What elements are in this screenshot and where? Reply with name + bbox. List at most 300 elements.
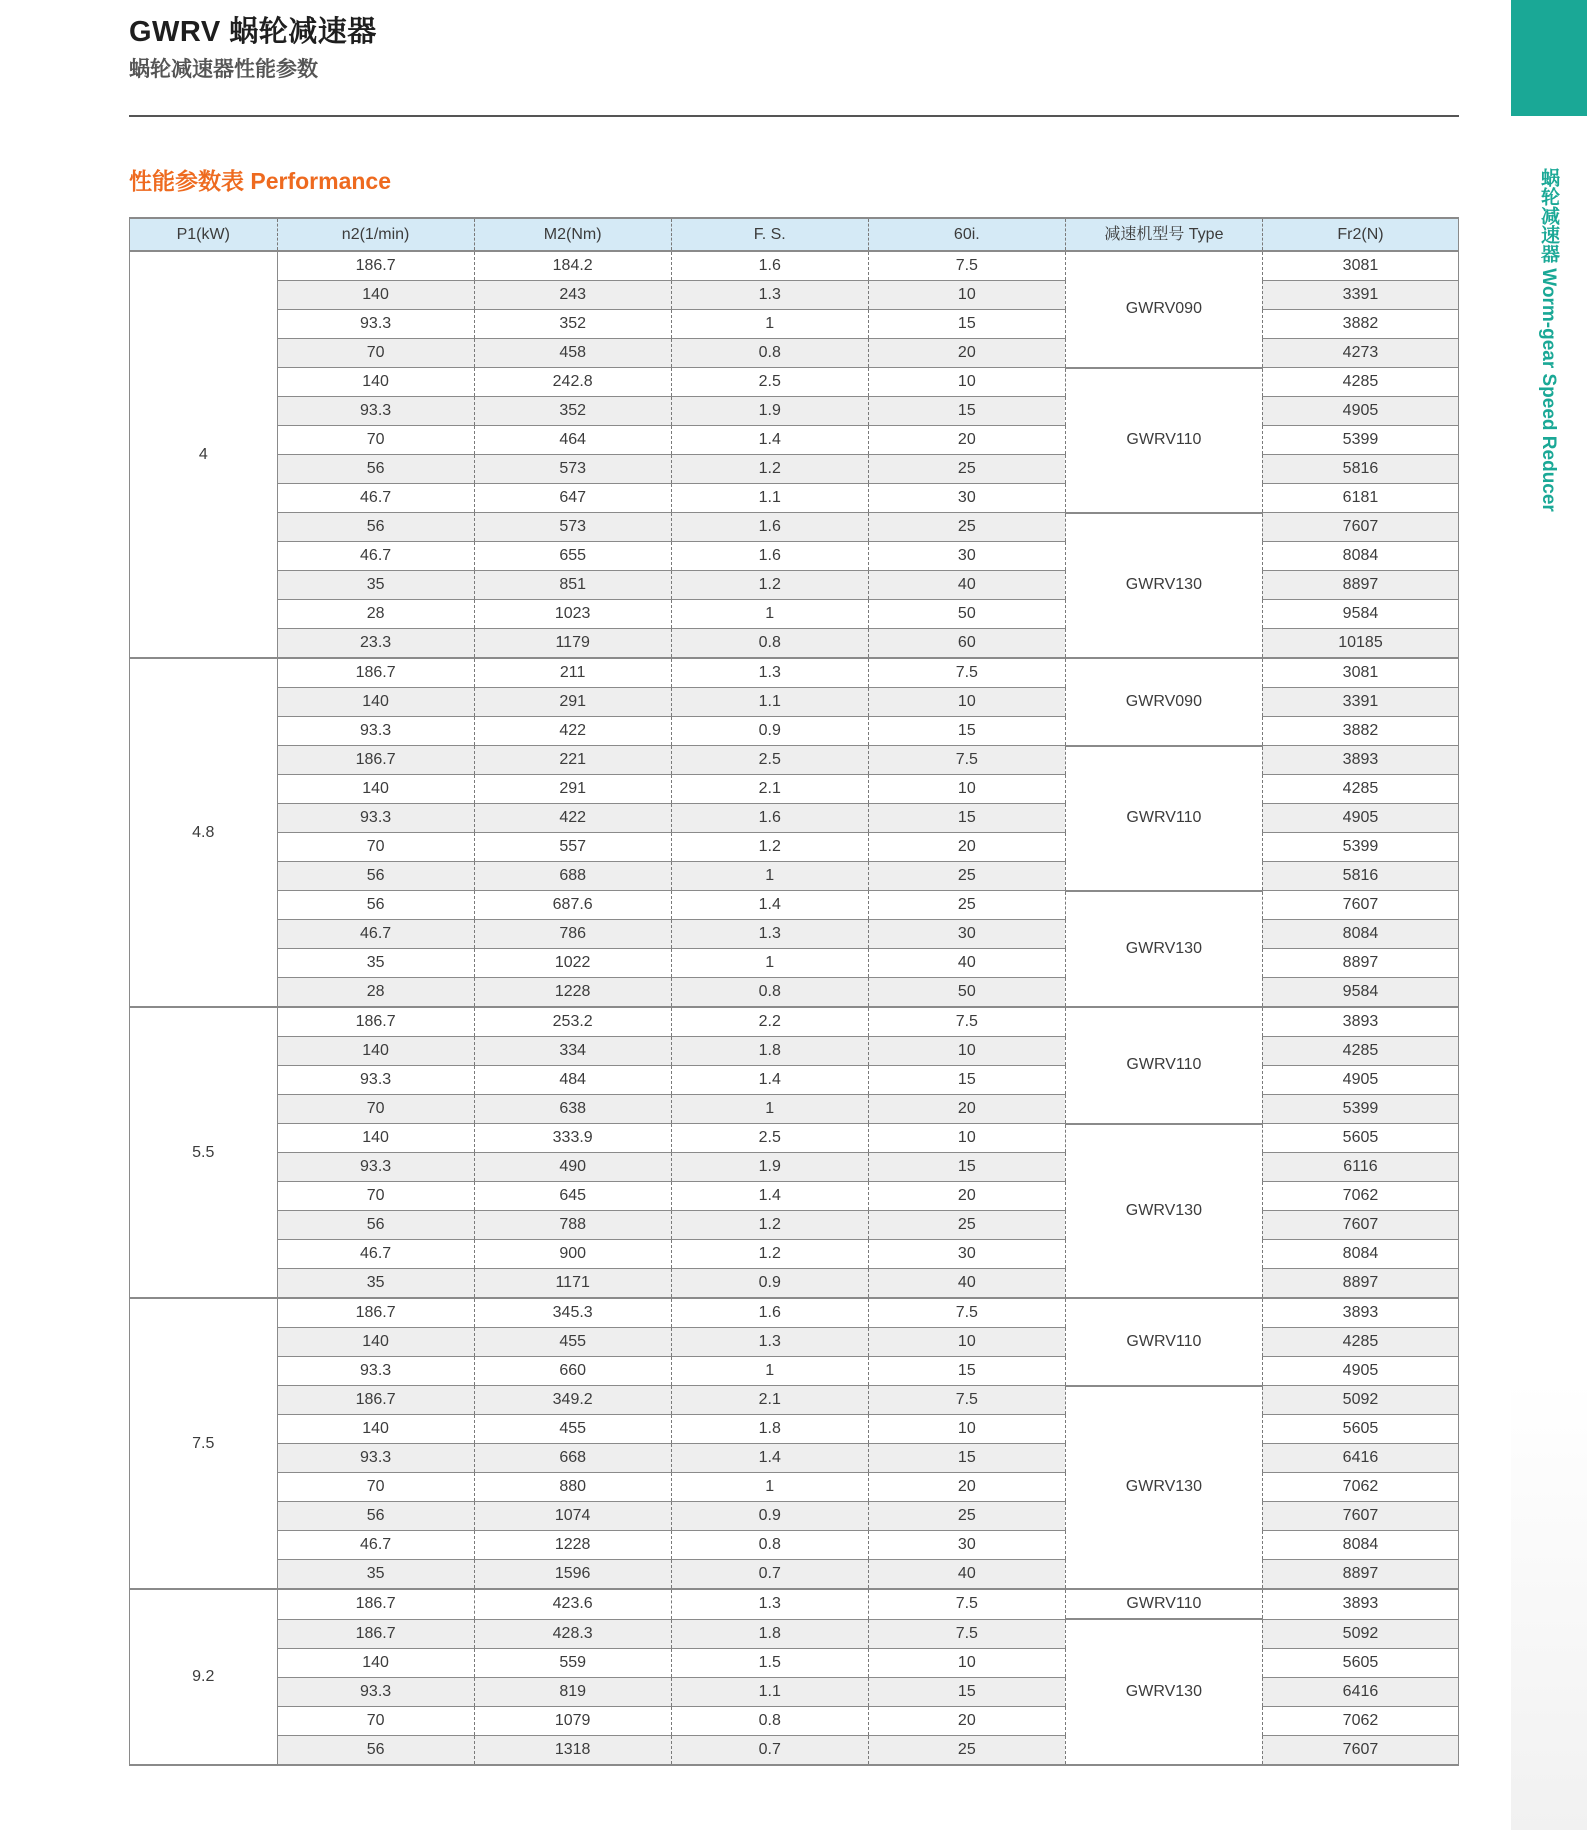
fs-cell: 1.4 xyxy=(671,1182,868,1211)
table-row xyxy=(130,1619,1459,1648)
fs-cell: 1.9 xyxy=(671,397,868,426)
fr2-cell: 7607 xyxy=(1262,1211,1458,1240)
n2-cell: 140 xyxy=(277,688,474,717)
m2-cell: 464 xyxy=(474,426,671,455)
m2-cell: 422 xyxy=(474,717,671,746)
side-shade xyxy=(1511,1380,1587,1830)
m2-cell: 557 xyxy=(474,833,671,862)
col-header-type: 减速机型号 Type xyxy=(1065,218,1262,251)
fr2-cell: 8084 xyxy=(1262,1531,1458,1560)
n2-cell: 70 xyxy=(277,1706,474,1735)
m2-cell: 423.6 xyxy=(474,1589,671,1619)
fr2-cell: 7062 xyxy=(1262,1473,1458,1502)
ratio-cell: 25 xyxy=(868,1735,1065,1765)
ratio-cell: 25 xyxy=(868,891,1065,920)
fs-cell: 1.3 xyxy=(671,658,868,688)
fr2-cell: 7607 xyxy=(1262,891,1458,920)
fr2-cell: 3882 xyxy=(1262,717,1458,746)
fr2-cell: 8084 xyxy=(1262,1240,1458,1269)
fs-cell: 1.6 xyxy=(671,513,868,542)
fs-cell: 1.6 xyxy=(671,804,868,833)
n2-cell: 56 xyxy=(277,455,474,484)
m2-cell: 458 xyxy=(474,339,671,368)
col-header-n2: n2(1/min) xyxy=(277,218,474,251)
fs-cell: 0.8 xyxy=(671,629,868,659)
m2-cell: 655 xyxy=(474,542,671,571)
fs-cell: 1.8 xyxy=(671,1619,868,1648)
ratio-cell: 7.5 xyxy=(868,1386,1065,1415)
ratio-cell: 50 xyxy=(868,978,1065,1008)
fr2-cell: 3893 xyxy=(1262,1589,1458,1619)
fr2-cell: 3882 xyxy=(1262,310,1458,339)
ratio-cell: 15 xyxy=(868,1444,1065,1473)
table-row xyxy=(130,1298,1459,1328)
n2-cell: 93.3 xyxy=(277,397,474,426)
fs-cell: 1.6 xyxy=(671,251,868,281)
ratio-cell: 20 xyxy=(868,1095,1065,1124)
ratio-cell: 20 xyxy=(868,833,1065,862)
ratio-cell: 15 xyxy=(868,1066,1065,1095)
fs-cell: 1.4 xyxy=(671,1444,868,1473)
fr2-cell: 7607 xyxy=(1262,513,1458,542)
fr2-cell: 5092 xyxy=(1262,1619,1458,1648)
m2-cell: 668 xyxy=(474,1444,671,1473)
fs-cell: 1.1 xyxy=(671,484,868,513)
fr2-cell: 6116 xyxy=(1262,1153,1458,1182)
fr2-cell: 8897 xyxy=(1262,1269,1458,1299)
fs-cell: 1.2 xyxy=(671,571,868,600)
fr2-cell: 3893 xyxy=(1262,1007,1458,1037)
col-header-p1: P1(kW) xyxy=(130,218,278,251)
col-header-60i: 60i. xyxy=(868,218,1065,251)
m2-cell: 645 xyxy=(474,1182,671,1211)
fr2-cell: 4285 xyxy=(1262,1037,1458,1066)
fr2-cell: 5399 xyxy=(1262,1095,1458,1124)
m2-cell: 1179 xyxy=(474,629,671,659)
p1-cell: 5.5 xyxy=(130,1007,278,1298)
fs-cell: 1 xyxy=(671,1473,868,1502)
type-cell: GWRV090 xyxy=(1065,658,1262,746)
type-cell: GWRV110 xyxy=(1065,1589,1262,1619)
type-cell: GWRV130 xyxy=(1065,891,1262,1008)
n2-cell: 56 xyxy=(277,513,474,542)
n2-cell: 93.3 xyxy=(277,1677,474,1706)
n2-cell: 70 xyxy=(277,339,474,368)
fs-cell: 1.5 xyxy=(671,1648,868,1677)
n2-cell: 56 xyxy=(277,862,474,891)
m2-cell: 184.2 xyxy=(474,251,671,281)
n2-cell: 46.7 xyxy=(277,920,474,949)
n2-cell: 23.3 xyxy=(277,629,474,659)
type-cell: GWRV110 xyxy=(1065,1298,1262,1386)
m2-cell: 788 xyxy=(474,1211,671,1240)
fr2-cell: 8084 xyxy=(1262,920,1458,949)
n2-cell: 186.7 xyxy=(277,251,474,281)
ratio-cell: 7.5 xyxy=(868,1007,1065,1037)
m2-cell: 573 xyxy=(474,513,671,542)
ratio-cell: 50 xyxy=(868,600,1065,629)
m2-cell: 1022 xyxy=(474,949,671,978)
page-title: GWRV 蜗轮减速器 xyxy=(129,16,377,48)
fr2-cell: 8897 xyxy=(1262,571,1458,600)
m2-cell: 1228 xyxy=(474,1531,671,1560)
fs-cell: 1.4 xyxy=(671,891,868,920)
n2-cell: 46.7 xyxy=(277,1240,474,1269)
ratio-cell: 40 xyxy=(868,949,1065,978)
m2-cell: 687.6 xyxy=(474,891,671,920)
table-row xyxy=(130,1007,1459,1037)
n2-cell: 35 xyxy=(277,1560,474,1590)
ratio-cell: 25 xyxy=(868,862,1065,891)
fs-cell: 1.2 xyxy=(671,833,868,862)
fr2-cell: 8897 xyxy=(1262,1560,1458,1590)
fr2-cell: 5816 xyxy=(1262,455,1458,484)
n2-cell: 93.3 xyxy=(277,1153,474,1182)
table-row xyxy=(130,368,1459,397)
p1-cell: 7.5 xyxy=(130,1298,278,1589)
m2-cell: 1228 xyxy=(474,978,671,1008)
m2-cell: 660 xyxy=(474,1357,671,1386)
m2-cell: 490 xyxy=(474,1153,671,1182)
fr2-cell: 4273 xyxy=(1262,339,1458,368)
fr2-cell: 3893 xyxy=(1262,746,1458,775)
fs-cell: 1.3 xyxy=(671,920,868,949)
fr2-cell: 4285 xyxy=(1262,368,1458,397)
fs-cell: 0.8 xyxy=(671,339,868,368)
fs-cell: 0.9 xyxy=(671,1502,868,1531)
ratio-cell: 25 xyxy=(868,1211,1065,1240)
n2-cell: 70 xyxy=(277,426,474,455)
ratio-cell: 10 xyxy=(868,368,1065,397)
fs-cell: 1.8 xyxy=(671,1415,868,1444)
ratio-cell: 30 xyxy=(868,484,1065,513)
fr2-cell: 8897 xyxy=(1262,949,1458,978)
ratio-cell: 10 xyxy=(868,775,1065,804)
fs-cell: 2.5 xyxy=(671,746,868,775)
fr2-cell: 4905 xyxy=(1262,804,1458,833)
n2-cell: 140 xyxy=(277,1124,474,1153)
page-header xyxy=(129,14,1459,84)
fs-cell: 1.2 xyxy=(671,455,868,484)
p1-cell: 4 xyxy=(130,251,278,658)
ratio-cell: 20 xyxy=(868,339,1065,368)
fr2-cell: 6416 xyxy=(1262,1444,1458,1473)
fs-cell: 2.1 xyxy=(671,775,868,804)
n2-cell: 35 xyxy=(277,1269,474,1299)
m2-cell: 349.2 xyxy=(474,1386,671,1415)
ratio-cell: 20 xyxy=(868,426,1065,455)
table-row xyxy=(130,891,1459,920)
type-cell: GWRV110 xyxy=(1065,368,1262,513)
n2-cell: 70 xyxy=(277,1473,474,1502)
ratio-cell: 30 xyxy=(868,1240,1065,1269)
ratio-cell: 10 xyxy=(868,1124,1065,1153)
col-header-fr2: Fr2(N) xyxy=(1262,218,1458,251)
n2-cell: 93.3 xyxy=(277,310,474,339)
fr2-cell: 5605 xyxy=(1262,1124,1458,1153)
fr2-cell: 5605 xyxy=(1262,1648,1458,1677)
n2-cell: 186.7 xyxy=(277,1298,474,1328)
ratio-cell: 25 xyxy=(868,455,1065,484)
m2-cell: 900 xyxy=(474,1240,671,1269)
n2-cell: 140 xyxy=(277,368,474,397)
m2-cell: 638 xyxy=(474,1095,671,1124)
m2-cell: 242.8 xyxy=(474,368,671,397)
m2-cell: 786 xyxy=(474,920,671,949)
ratio-cell: 15 xyxy=(868,1153,1065,1182)
n2-cell: 35 xyxy=(277,571,474,600)
n2-cell: 28 xyxy=(277,978,474,1008)
n2-cell: 56 xyxy=(277,1211,474,1240)
n2-cell: 93.3 xyxy=(277,1444,474,1473)
fs-cell: 1.4 xyxy=(671,1066,868,1095)
fr2-cell: 7062 xyxy=(1262,1182,1458,1211)
m2-cell: 559 xyxy=(474,1648,671,1677)
m2-cell: 352 xyxy=(474,397,671,426)
performance-table xyxy=(129,217,1459,1766)
fr2-cell: 3893 xyxy=(1262,1298,1458,1328)
n2-cell: 70 xyxy=(277,1182,474,1211)
p1-cell: 9.2 xyxy=(130,1589,278,1765)
n2-cell: 140 xyxy=(277,1415,474,1444)
fr2-cell: 5399 xyxy=(1262,426,1458,455)
ratio-cell: 25 xyxy=(868,513,1065,542)
ratio-cell: 15 xyxy=(868,1357,1065,1386)
ratio-cell: 7.5 xyxy=(868,251,1065,281)
page-subtitle: 蜗轮减速器性能参数 xyxy=(129,58,318,81)
ratio-cell: 7.5 xyxy=(868,1619,1065,1648)
ratio-cell: 30 xyxy=(868,920,1065,949)
ratio-cell: 15 xyxy=(868,717,1065,746)
table-row xyxy=(130,658,1459,688)
fs-cell: 1 xyxy=(671,600,868,629)
ratio-cell: 20 xyxy=(868,1473,1065,1502)
m2-cell: 1171 xyxy=(474,1269,671,1299)
fs-cell: 1 xyxy=(671,1357,868,1386)
n2-cell: 46.7 xyxy=(277,484,474,513)
n2-cell: 140 xyxy=(277,281,474,310)
fr2-cell: 4285 xyxy=(1262,775,1458,804)
ratio-cell: 30 xyxy=(868,1531,1065,1560)
n2-cell: 186.7 xyxy=(277,1386,474,1415)
m2-cell: 333.9 xyxy=(474,1124,671,1153)
fs-cell: 1.8 xyxy=(671,1037,868,1066)
table-row xyxy=(130,1386,1459,1415)
ratio-cell: 7.5 xyxy=(868,746,1065,775)
table-row xyxy=(130,251,1459,281)
n2-cell: 140 xyxy=(277,1037,474,1066)
ratio-cell: 7.5 xyxy=(868,1298,1065,1328)
side-tab xyxy=(1511,0,1587,116)
fs-cell: 1.4 xyxy=(671,426,868,455)
n2-cell: 186.7 xyxy=(277,746,474,775)
fs-cell: 1.3 xyxy=(671,1328,868,1357)
table-body xyxy=(130,251,1459,1765)
fs-cell: 2.5 xyxy=(671,368,868,397)
ratio-cell: 60 xyxy=(868,629,1065,659)
fr2-cell: 4905 xyxy=(1262,1066,1458,1095)
fs-cell: 0.8 xyxy=(671,1706,868,1735)
fs-cell: 1.2 xyxy=(671,1240,868,1269)
n2-cell: 93.3 xyxy=(277,804,474,833)
ratio-cell: 20 xyxy=(868,1706,1065,1735)
n2-cell: 56 xyxy=(277,1735,474,1765)
m2-cell: 1596 xyxy=(474,1560,671,1590)
fs-cell: 1.3 xyxy=(671,1589,868,1619)
fs-cell: 1.1 xyxy=(671,688,868,717)
ratio-cell: 10 xyxy=(868,688,1065,717)
m2-cell: 253.2 xyxy=(474,1007,671,1037)
n2-cell: 140 xyxy=(277,775,474,804)
p1-cell: 4.8 xyxy=(130,658,278,1007)
m2-cell: 291 xyxy=(474,688,671,717)
fs-cell: 0.9 xyxy=(671,1269,868,1299)
m2-cell: 428.3 xyxy=(474,1619,671,1648)
ratio-cell: 15 xyxy=(868,310,1065,339)
n2-cell: 46.7 xyxy=(277,542,474,571)
fr2-cell: 4905 xyxy=(1262,397,1458,426)
fr2-cell: 5399 xyxy=(1262,833,1458,862)
fr2-cell: 7607 xyxy=(1262,1502,1458,1531)
fs-cell: 2.2 xyxy=(671,1007,868,1037)
fr2-cell: 9584 xyxy=(1262,978,1458,1008)
fs-cell: 0.8 xyxy=(671,978,868,1008)
n2-cell: 35 xyxy=(277,949,474,978)
fs-cell: 0.7 xyxy=(671,1735,868,1765)
side-label: 蜗轮减速器 Worm-gear Speed Reducer xyxy=(1538,168,1559,512)
n2-cell: 93.3 xyxy=(277,717,474,746)
m2-cell: 1023 xyxy=(474,600,671,629)
fr2-cell: 3391 xyxy=(1262,688,1458,717)
ratio-cell: 40 xyxy=(868,1269,1065,1299)
type-cell: GWRV130 xyxy=(1065,1386,1262,1590)
type-cell: GWRV110 xyxy=(1065,746,1262,891)
type-cell: GWRV110 xyxy=(1065,1007,1262,1124)
ratio-cell: 40 xyxy=(868,1560,1065,1590)
m2-cell: 647 xyxy=(474,484,671,513)
n2-cell: 56 xyxy=(277,891,474,920)
m2-cell: 573 xyxy=(474,455,671,484)
fs-cell: 1.3 xyxy=(671,281,868,310)
fs-cell: 1.9 xyxy=(671,1153,868,1182)
table-row xyxy=(130,1589,1459,1619)
fr2-cell: 5816 xyxy=(1262,862,1458,891)
n2-cell: 70 xyxy=(277,833,474,862)
fr2-cell: 8084 xyxy=(1262,542,1458,571)
fs-cell: 1.6 xyxy=(671,1298,868,1328)
section-title: 性能参数表 Performance xyxy=(129,168,392,194)
n2-cell: 93.3 xyxy=(277,1357,474,1386)
ratio-cell: 15 xyxy=(868,804,1065,833)
ratio-cell: 40 xyxy=(868,571,1065,600)
fr2-cell: 9584 xyxy=(1262,600,1458,629)
fr2-cell: 10185 xyxy=(1262,629,1458,659)
table-header-row xyxy=(130,218,1459,251)
type-cell: GWRV130 xyxy=(1065,1124,1262,1299)
fs-cell: 1 xyxy=(671,862,868,891)
n2-cell: 140 xyxy=(277,1328,474,1357)
fs-cell: 2.5 xyxy=(671,1124,868,1153)
fs-cell: 1.2 xyxy=(671,1211,868,1240)
col-header-fs: F. S. xyxy=(671,218,868,251)
m2-cell: 1079 xyxy=(474,1706,671,1735)
ratio-cell: 25 xyxy=(868,1502,1065,1531)
fs-cell: 0.9 xyxy=(671,717,868,746)
m2-cell: 688 xyxy=(474,862,671,891)
fr2-cell: 6181 xyxy=(1262,484,1458,513)
m2-cell: 1074 xyxy=(474,1502,671,1531)
ratio-cell: 7.5 xyxy=(868,1589,1065,1619)
ratio-cell: 10 xyxy=(868,281,1065,310)
m2-cell: 345.3 xyxy=(474,1298,671,1328)
ratio-cell: 30 xyxy=(868,542,1065,571)
table-row xyxy=(130,746,1459,775)
header-divider xyxy=(129,115,1459,117)
n2-cell: 28 xyxy=(277,600,474,629)
fr2-cell: 7607 xyxy=(1262,1735,1458,1765)
m2-cell: 455 xyxy=(474,1415,671,1444)
m2-cell: 221 xyxy=(474,746,671,775)
ratio-cell: 15 xyxy=(868,1677,1065,1706)
n2-cell: 46.7 xyxy=(277,1531,474,1560)
fr2-cell: 5092 xyxy=(1262,1386,1458,1415)
n2-cell: 140 xyxy=(277,1648,474,1677)
n2-cell: 70 xyxy=(277,1095,474,1124)
fs-cell: 1 xyxy=(671,949,868,978)
m2-cell: 422 xyxy=(474,804,671,833)
n2-cell: 186.7 xyxy=(277,1619,474,1648)
fs-cell: 0.7 xyxy=(671,1560,868,1590)
fr2-cell: 3081 xyxy=(1262,658,1458,688)
ratio-cell: 10 xyxy=(868,1415,1065,1444)
m2-cell: 352 xyxy=(474,310,671,339)
ratio-cell: 10 xyxy=(868,1328,1065,1357)
n2-cell: 56 xyxy=(277,1502,474,1531)
fs-cell: 0.8 xyxy=(671,1531,868,1560)
col-header-m2: M2(Nm) xyxy=(474,218,671,251)
fs-cell: 2.1 xyxy=(671,1386,868,1415)
fs-cell: 1 xyxy=(671,310,868,339)
fr2-cell: 4905 xyxy=(1262,1357,1458,1386)
type-cell: GWRV130 xyxy=(1065,1619,1262,1765)
n2-cell: 186.7 xyxy=(277,1589,474,1619)
n2-cell: 186.7 xyxy=(277,1007,474,1037)
type-cell: GWRV090 xyxy=(1065,251,1262,368)
m2-cell: 334 xyxy=(474,1037,671,1066)
fr2-cell: 7062 xyxy=(1262,1706,1458,1735)
table-row xyxy=(130,1124,1459,1153)
fs-cell: 1.6 xyxy=(671,542,868,571)
ratio-cell: 10 xyxy=(868,1037,1065,1066)
m2-cell: 291 xyxy=(474,775,671,804)
fr2-cell: 6416 xyxy=(1262,1677,1458,1706)
fs-cell: 1 xyxy=(671,1095,868,1124)
ratio-cell: 20 xyxy=(868,1182,1065,1211)
ratio-cell: 7.5 xyxy=(868,658,1065,688)
m2-cell: 243 xyxy=(474,281,671,310)
ratio-cell: 10 xyxy=(868,1648,1065,1677)
m2-cell: 819 xyxy=(474,1677,671,1706)
fr2-cell: 3081 xyxy=(1262,251,1458,281)
n2-cell: 93.3 xyxy=(277,1066,474,1095)
table-row xyxy=(130,513,1459,542)
n2-cell: 186.7 xyxy=(277,658,474,688)
m2-cell: 455 xyxy=(474,1328,671,1357)
m2-cell: 484 xyxy=(474,1066,671,1095)
m2-cell: 211 xyxy=(474,658,671,688)
type-cell: GWRV130 xyxy=(1065,513,1262,659)
m2-cell: 851 xyxy=(474,571,671,600)
